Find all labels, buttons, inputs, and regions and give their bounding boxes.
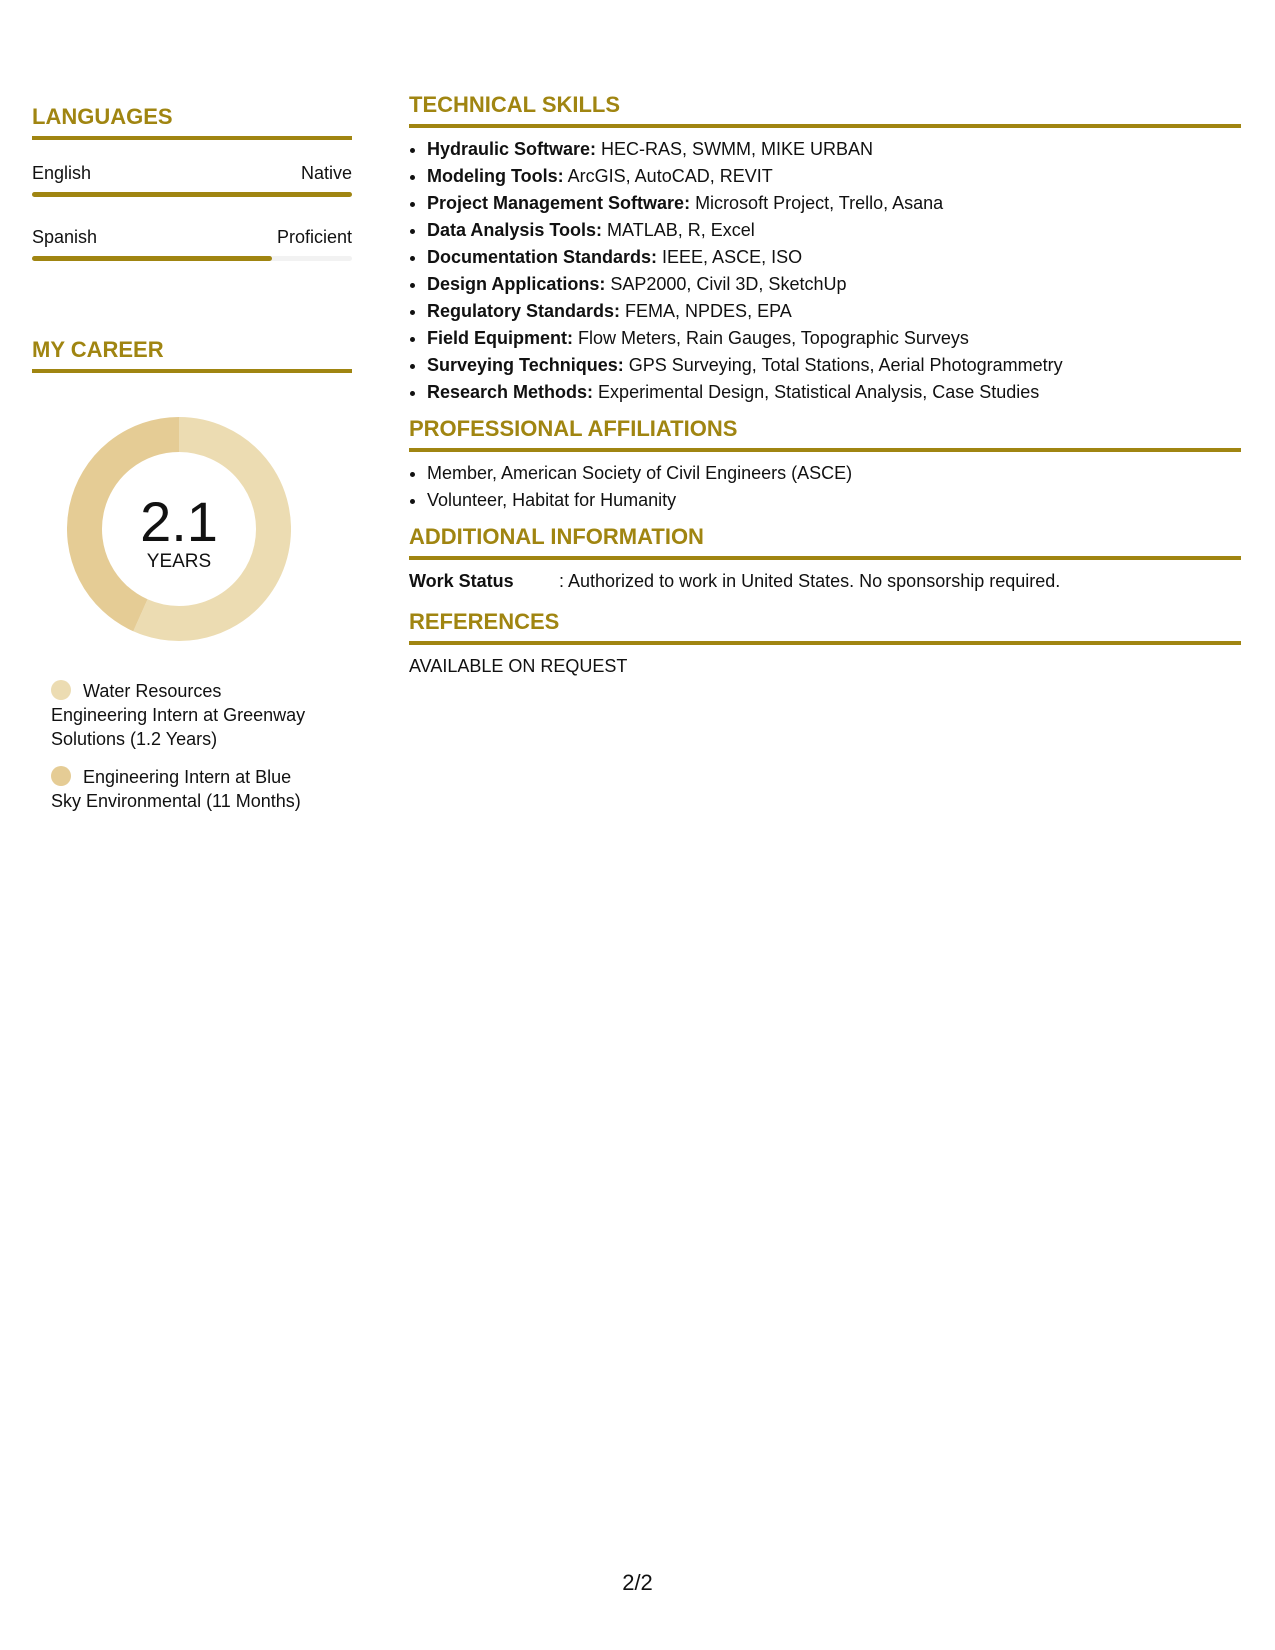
skill-item (427, 325, 1241, 352)
skill-item (427, 298, 1241, 325)
career-legend-label: Engineering Intern at Blue Sky Environmental (11 Months) (51, 767, 301, 811)
technical-skills-heading: TECHNICAL SKILLS (409, 92, 1241, 128)
career-donut (67, 417, 291, 641)
work-status-row (409, 570, 1241, 592)
skill-value: GPS Surveying, Total Stations, Aerial Photogrammetry (623, 355, 1063, 375)
language-proficiency-fill (32, 256, 272, 261)
career-total-unit: YEARS (146, 551, 212, 572)
career-legend (51, 679, 321, 813)
career-legend-label: Water Resources Engineering Intern at Greenway Solutions (1.2 Years) (51, 681, 306, 749)
affiliations-list (409, 460, 1241, 514)
skill-label: Regulatory Standards: (427, 301, 621, 321)
language-item (32, 226, 352, 261)
skill-label: Hydraulic Software: (427, 139, 597, 159)
skill-value: HEC-RAS, SWMM, MIKE URBAN (596, 139, 874, 159)
skill-value: ArcGIS, AutoCAD, REVIT (563, 166, 773, 186)
skill-item (427, 190, 1241, 217)
affiliation-item: • Member, American Society of Civil Engineers (ASCE) (427, 460, 1241, 487)
language-level: Proficient (276, 227, 352, 247)
skill-value: FEMA, NPDES, EPA (620, 301, 792, 321)
skill-value: Flow Meters, Rain Gauges, Topographic Surveys (573, 328, 969, 348)
language-proficiency-bar (32, 256, 352, 261)
work-status-label: Work Status (409, 571, 514, 591)
skill-item (427, 163, 1241, 190)
language-proficiency-bar (32, 192, 352, 197)
career-legend-item (51, 679, 321, 751)
affiliations-heading: PROFESSIONAL AFFILIATIONS (409, 416, 1241, 452)
additional-info-heading: ADDITIONAL INFORMATION (409, 524, 1241, 560)
skill-value: Experimental Design, Statistical Analysis, Case Studies (593, 382, 1040, 402)
skill-value: MATLAB, R, Excel (602, 220, 755, 240)
language-item (32, 162, 352, 197)
skill-item (427, 136, 1241, 163)
skill-item (427, 217, 1241, 244)
skill-item (427, 352, 1241, 379)
skill-value: IEEE, ASCE, ISO (657, 247, 803, 267)
page-number: 2/2 (622, 1570, 653, 1595)
skill-label: Modeling Tools: (427, 166, 564, 186)
languages-heading: LANGUAGES (32, 104, 352, 140)
career-total-value: 2.1 (140, 490, 218, 553)
skill-label: Documentation Standards: (427, 247, 658, 267)
skill-item (427, 379, 1241, 406)
skill-label: Field Equipment: (427, 328, 573, 348)
legend-dot (51, 680, 71, 700)
affiliation-item: • Volunteer, Habitat for Humanity (427, 487, 1241, 514)
language-name: Spanish (32, 227, 98, 247)
skill-value: SAP2000, Civil 3D, SketchUp (605, 274, 847, 294)
references-heading: REFERENCES (409, 609, 1241, 645)
work-status-value: : Authorized to work in United States. No sponsorship required. (559, 571, 1061, 591)
skill-label: Project Management Software: (427, 193, 691, 213)
career-legend-item (51, 765, 321, 813)
skill-label: Research Methods: (427, 382, 594, 402)
right-column (409, 92, 1241, 677)
skill-item (427, 271, 1241, 298)
skill-item (427, 244, 1241, 271)
references-text: AVAILABLE ON REQUEST (409, 656, 628, 676)
language-level: Native (300, 163, 352, 183)
skill-label: Surveying Techniques: (427, 355, 624, 375)
skill-value: Microsoft Project, Trello, Asana (690, 193, 944, 213)
skill-label: Design Applications: (427, 274, 606, 294)
language-name: English (32, 163, 92, 183)
language-proficiency-fill (32, 192, 352, 197)
skill-label: Data Analysis Tools: (427, 220, 603, 240)
left-column (32, 104, 352, 827)
technical-skills-list (409, 136, 1241, 406)
career-heading: MY CAREER (32, 337, 352, 373)
legend-dot (51, 766, 71, 786)
